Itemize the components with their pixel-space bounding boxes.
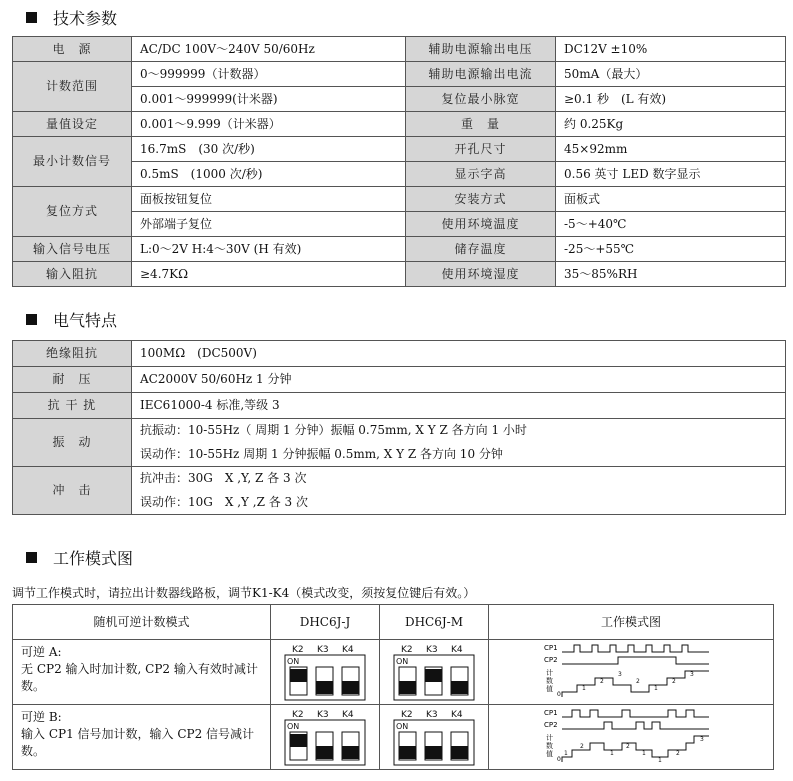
switch-label-k3: K3 — [426, 710, 438, 720]
op-temp-value: -5～+40℃ — [556, 212, 786, 237]
col-m-header: DHC6J-M — [380, 605, 489, 640]
wave-count-label: 计 — [545, 734, 553, 742]
switch-k2-knob — [399, 681, 416, 694]
wave-count-label: 值 — [545, 685, 553, 693]
table-row — [13, 262, 786, 287]
power-value: AC/DC 100V～240V 50/60Hz — [132, 37, 406, 62]
dip-switch-j-a — [271, 640, 380, 705]
input-voltage-value: L:0～2V H:4～30V (H 有效) — [132, 237, 406, 262]
insulation-label: 绝缘阻抗 — [13, 341, 132, 367]
cp2-waveform — [562, 657, 709, 664]
timing-diagram — [544, 642, 719, 702]
square-bullet-icon — [26, 314, 37, 325]
count-value: 3 — [689, 671, 694, 678]
mode-a-text: 无 CP2 输入时加计数, CP2 输入有效时减计数。 — [21, 662, 258, 693]
mode-note: 调节工作模式时，请拉出计数器线路板，调节K1-K4（模式改变，须按复位键后有效。） — [12, 586, 476, 600]
table-row — [13, 37, 786, 62]
count-value: 2 — [625, 743, 630, 750]
wave-count-label: 值 — [545, 750, 553, 758]
weight-label: 重 量 — [406, 112, 556, 137]
withstand-label: 耐 压 — [13, 367, 132, 393]
switch-label-k4: K4 — [342, 645, 354, 655]
wave-cp1-label: CP1 — [543, 709, 558, 717]
wave-cp2-label: CP2 — [543, 656, 558, 664]
switch-k4-knob — [451, 681, 468, 694]
col-mode-header: 随机可逆计数模式 — [13, 605, 271, 640]
char-height-label: 显示字高 — [406, 162, 556, 187]
count-range-value-1: 0～999999（计数器） — [132, 62, 406, 87]
aux-current-label: 辅助电源输出电流 — [406, 62, 556, 87]
vibration-value-2: 误动作：10-55Hz 周期 1 分钟振幅 0.5mm, X Y Z 各方向 10 分钟 — [132, 443, 786, 467]
switch-label-k3: K3 — [317, 710, 329, 720]
table-row — [13, 605, 774, 640]
count-value: 1 — [581, 685, 586, 692]
switch-label-k2: K2 — [401, 710, 413, 720]
vibration-label: 振 动 — [13, 419, 132, 467]
table-row — [13, 112, 786, 137]
dip-switch-m-a — [380, 640, 489, 705]
table-row — [13, 367, 786, 393]
switch-label-k4: K4 — [451, 645, 463, 655]
wave-zero-label: 0 — [556, 691, 561, 698]
section-heading-mode — [26, 546, 133, 569]
withstand-value: AC2000V 50/60Hz 1 分钟 — [132, 367, 786, 393]
mode-b-text: 输入 CP1 信号加计数，输入 CP2 信号减计数。 — [21, 727, 255, 758]
switch-label-k2: K2 — [292, 710, 304, 720]
count-value: 1 — [657, 757, 662, 764]
dip-switch-m-b — [380, 705, 489, 770]
count-value: 3 — [699, 736, 704, 743]
dip-switch-diagram — [284, 643, 366, 701]
electric-table — [12, 340, 786, 515]
cutout-value: 45×92mm — [556, 137, 786, 162]
switch-on-label: ON — [396, 657, 409, 666]
cp1-waveform — [562, 710, 709, 717]
cutout-label: 开孔尺寸 — [406, 137, 556, 162]
wave-cp2-label: CP2 — [543, 721, 558, 729]
switch-label-k2: K2 — [292, 645, 304, 655]
dip-switch-diagram — [393, 643, 475, 701]
switch-label-k4: K4 — [451, 710, 463, 720]
switch-k2-knob — [290, 669, 307, 682]
table-row — [13, 705, 774, 770]
square-bullet-icon — [26, 12, 37, 23]
switch-k4-knob — [451, 746, 468, 759]
reset-mode-value-1: 面板按钮复位 — [132, 187, 406, 212]
switch-on-label: ON — [287, 657, 300, 666]
count-value: 2 — [579, 743, 584, 750]
wave-count-label: 计 — [545, 669, 553, 677]
setting-label: 量值设定 — [13, 112, 132, 137]
count-value: 2 — [635, 678, 640, 685]
input-impedance-label: 输入阻抗 — [13, 262, 132, 287]
count-value: 1 — [563, 750, 568, 757]
table-row — [13, 467, 786, 491]
weight-value: 约 0.25Kg — [556, 112, 786, 137]
reset-pulse-label: 复位最小脉宽 — [406, 87, 556, 112]
input-voltage-label: 输入信号电压 — [13, 237, 132, 262]
reset-pulse-value: ≥0.1 秒 (L 有效) — [556, 87, 786, 112]
section-heading-electric — [26, 308, 117, 331]
input-impedance-value: ≥4.7KΩ — [132, 262, 406, 287]
aux-voltage-label: 辅助电源输出电压 — [406, 37, 556, 62]
mode-a-title: 可逆 A: — [21, 645, 62, 659]
reset-mode-value-2: 外部端子复位 — [132, 212, 406, 237]
count-range-label: 计数范围 — [13, 62, 132, 112]
count-waveform — [562, 736, 709, 762]
min-signal-label: 最小计数信号 — [13, 137, 132, 187]
insulation-value: 100MΩ (DC500V) — [132, 341, 786, 367]
tech-params-table — [12, 36, 786, 287]
table-row — [13, 237, 786, 262]
shock-value-1: 抗冲击：30G X ,Y, Z 各 3 次 — [132, 467, 786, 491]
table-row — [13, 187, 786, 212]
count-value: 1 — [609, 750, 614, 757]
switch-label-k4: K4 — [342, 710, 354, 720]
mounting-label: 安装方式 — [406, 187, 556, 212]
count-value: 2 — [675, 750, 680, 757]
section-title: 工作模式图 — [53, 549, 134, 568]
humidity-value: 35～85%RH — [556, 262, 786, 287]
count-value: 2 — [599, 678, 604, 685]
section-title: 技术参数 — [53, 9, 118, 28]
mode-b-title: 可逆 B: — [21, 710, 62, 724]
table-row — [13, 393, 786, 419]
mode-table — [12, 604, 774, 770]
count-value: 3 — [617, 671, 622, 678]
cp1-waveform — [562, 645, 709, 652]
wave-count-label: 数 — [545, 677, 553, 685]
humidity-label: 使用环境湿度 — [406, 262, 556, 287]
char-height-value: 0.56 英寸 LED 数字显示 — [556, 162, 786, 187]
table-row — [13, 62, 786, 87]
section-heading-tech — [26, 6, 117, 29]
switch-k2-knob — [290, 734, 307, 747]
interference-label: 抗 干 扰 — [13, 393, 132, 419]
power-label: 电 源 — [13, 37, 132, 62]
switch-k3-knob — [425, 669, 442, 682]
count-values — [582, 671, 694, 692]
cp2-waveform — [562, 722, 709, 729]
reset-mode-label: 复位方式 — [13, 187, 132, 237]
mode-a-description — [13, 640, 271, 705]
mode-b-description — [13, 705, 271, 770]
mounting-value: 面板式 — [556, 187, 786, 212]
min-signal-value-2: 0.5mS (1000 次/秒) — [132, 162, 406, 187]
shock-value-2: 误动作：10G X ,Y ,Z 各 3 次 — [132, 491, 786, 515]
wave-diagram-a — [489, 640, 774, 705]
square-bullet-icon — [26, 552, 37, 563]
min-signal-value-1: 16.7mS (30 次/秒) — [132, 137, 406, 162]
count-value: 1 — [641, 750, 646, 757]
shock-label: 冲 击 — [13, 467, 132, 515]
wave-diagram-b — [489, 705, 774, 770]
switch-label-k3: K3 — [317, 645, 329, 655]
wave-cp1-label: CP1 — [543, 644, 558, 652]
wave-zero-label: 0 — [556, 756, 561, 763]
switch-k4-knob — [342, 681, 359, 694]
dip-switch-diagram — [393, 708, 475, 766]
switch-label-k3: K3 — [426, 645, 438, 655]
section-title: 电气特点 — [53, 311, 118, 330]
switch-label-k2: K2 — [401, 645, 413, 655]
aux-voltage-value: DC12V ±10% — [556, 37, 786, 62]
setting-value: 0.001～9.999（计米器） — [132, 112, 406, 137]
op-temp-label: 使用环境温度 — [406, 212, 556, 237]
count-value: 2 — [671, 678, 676, 685]
dip-switch-diagram — [284, 708, 366, 766]
table-row — [13, 341, 786, 367]
switch-on-label: ON — [396, 722, 409, 731]
storage-temp-value: -25～+55℃ — [556, 237, 786, 262]
table-row — [13, 419, 786, 443]
col-j-header: DHC6J-J — [271, 605, 380, 640]
switch-on-label: ON — [287, 722, 300, 731]
aux-current-value: 50mA（最大） — [556, 62, 786, 87]
table-row — [13, 640, 774, 705]
switch-k3-knob — [316, 681, 333, 694]
switch-k3-knob — [425, 746, 442, 759]
wave-count-label: 数 — [545, 742, 553, 750]
count-range-value-2: 0.001～999999(计米器) — [132, 87, 406, 112]
timing-diagram — [544, 707, 719, 767]
vibration-value-1: 抗振动：10-55Hz（ 周期 1 分钟）振幅 0.75mm, X Y Z 各方向 1 小时 — [132, 419, 786, 443]
dip-switch-j-b — [271, 705, 380, 770]
count-value: 1 — [653, 685, 658, 692]
switch-k4-knob — [342, 746, 359, 759]
interference-value: IEC61000-4 标准,等级 3 — [132, 393, 786, 419]
table-row — [13, 137, 786, 162]
switch-k3-knob — [316, 746, 333, 759]
col-diagram-header: 工作模式图 — [489, 605, 774, 640]
storage-temp-label: 储存温度 — [406, 237, 556, 262]
switch-k2-knob — [399, 746, 416, 759]
